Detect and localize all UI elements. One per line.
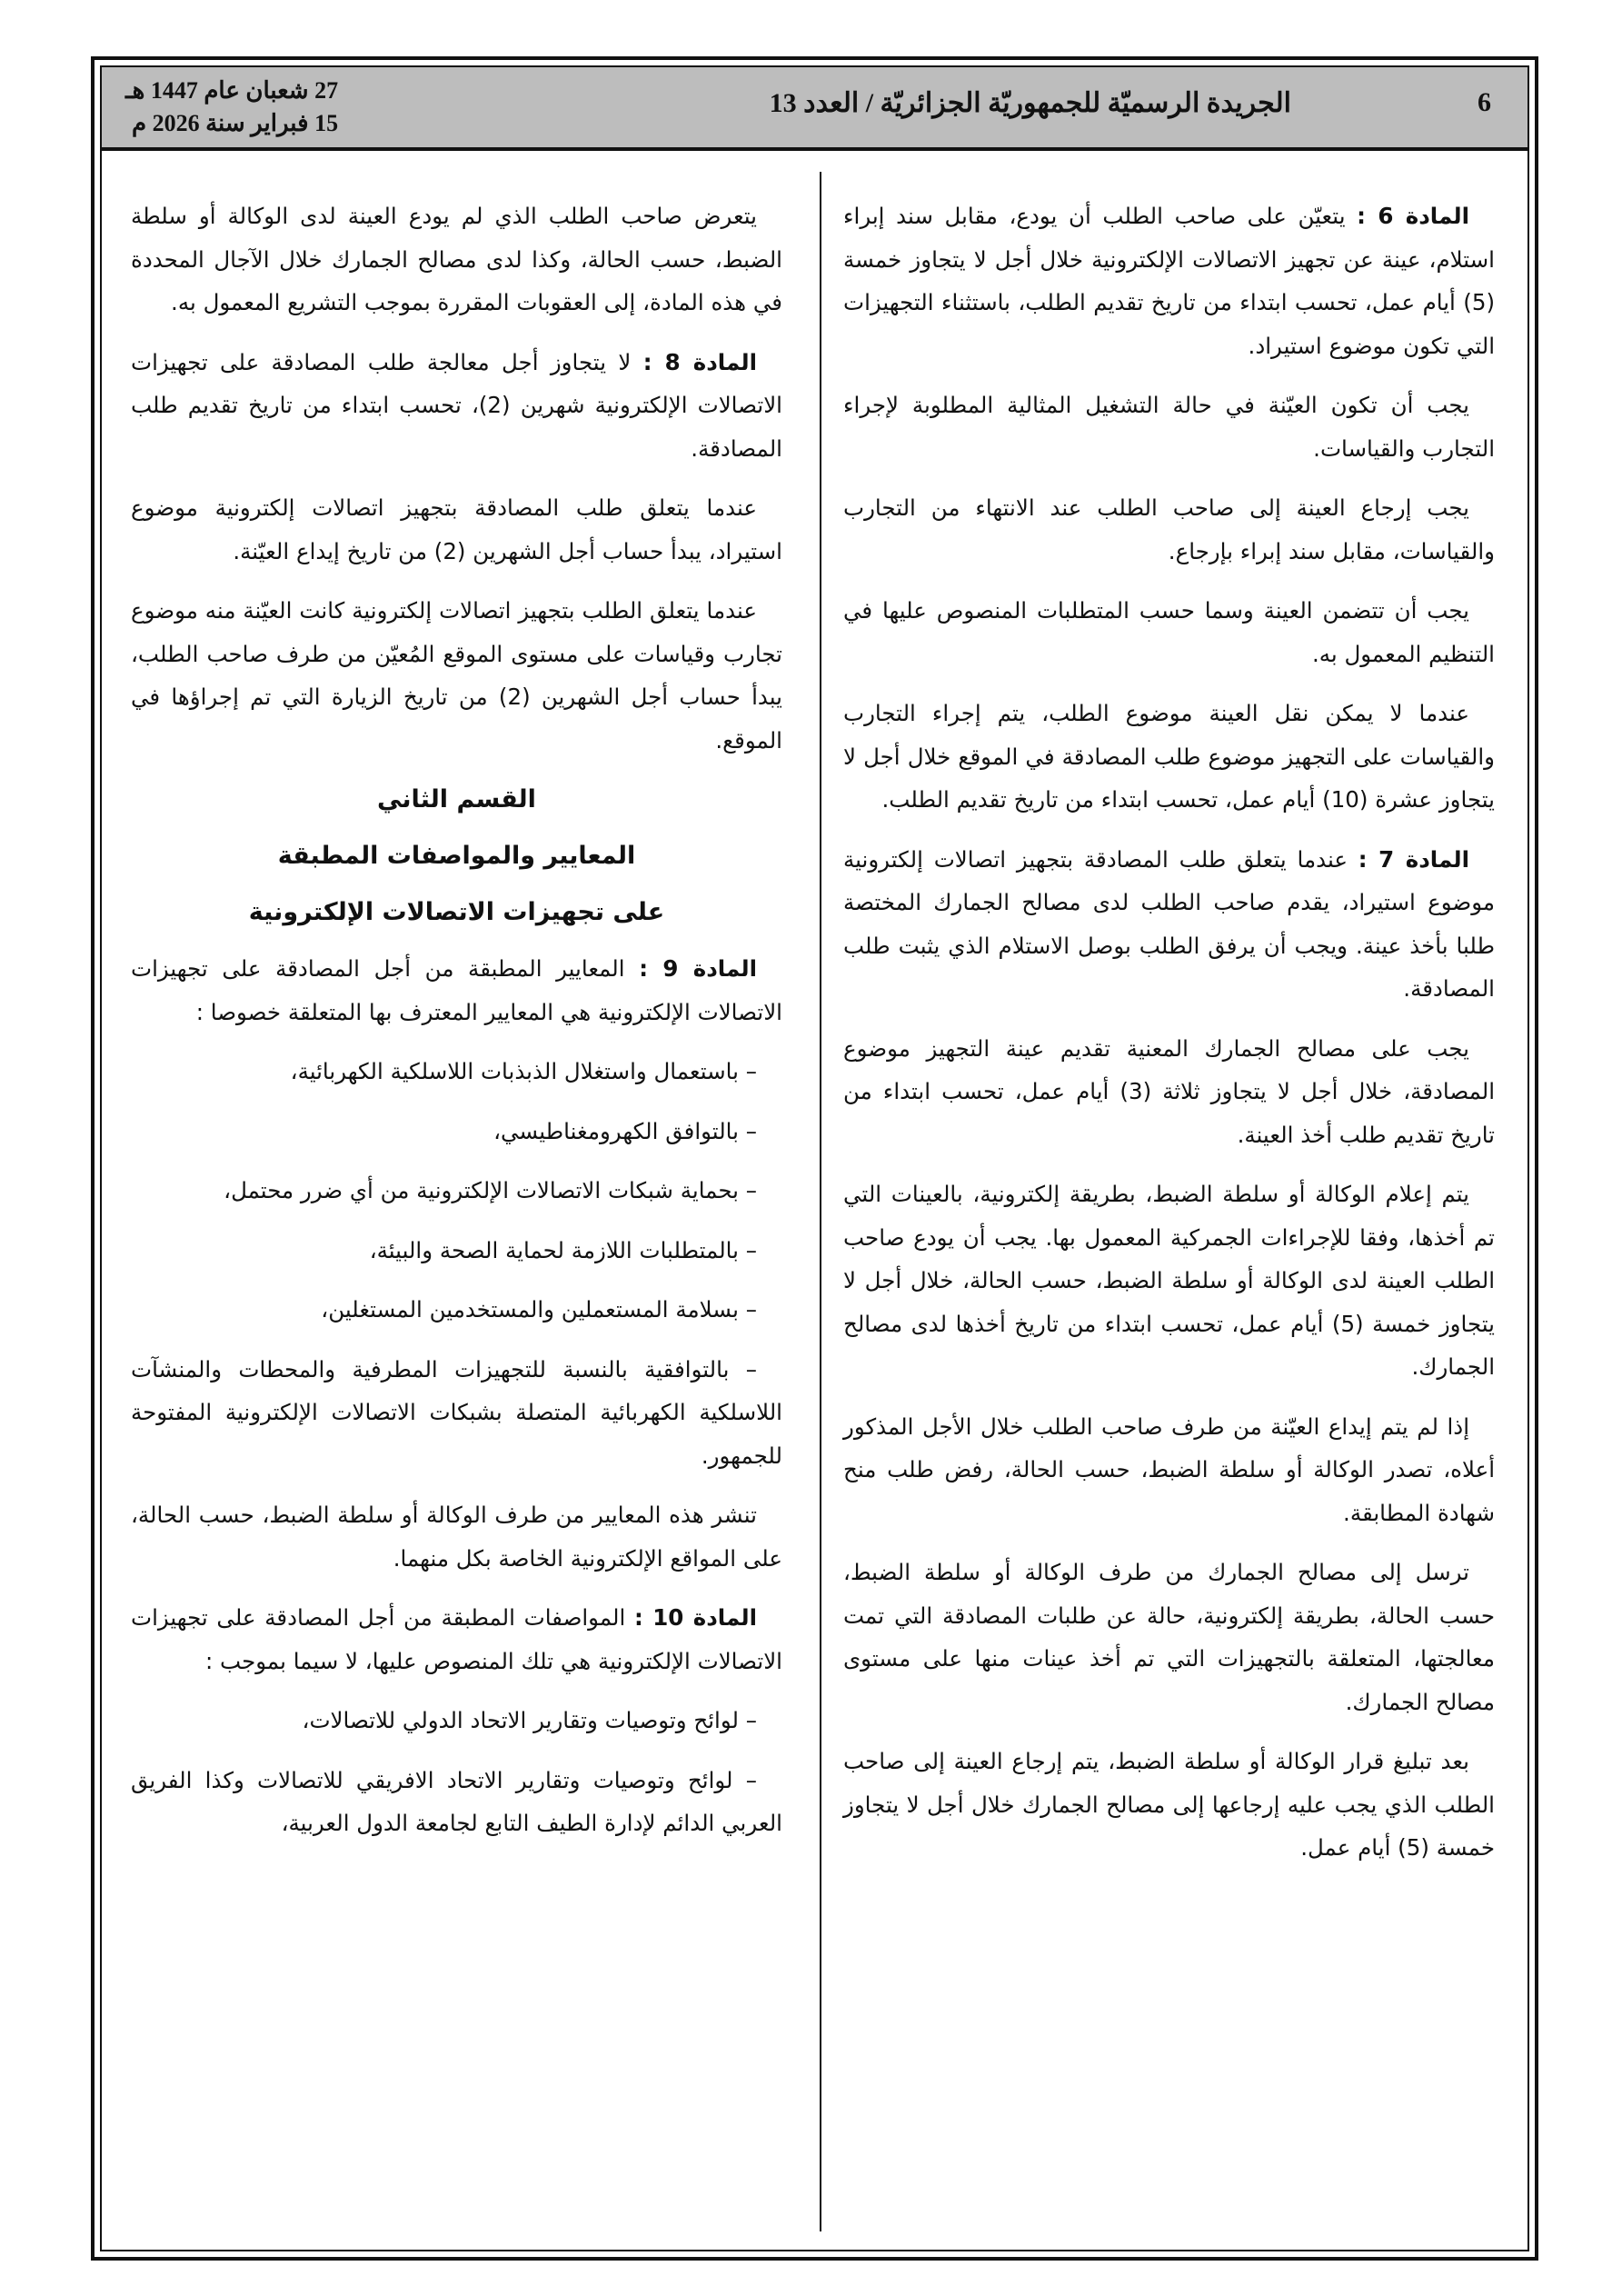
list-item: – بحماية شبكات الاتصالات الإلكترونية من أي ضرر محتمل، bbox=[224, 1177, 757, 1203]
page-number: 6 bbox=[1478, 87, 1491, 117]
paragraph-text: عندما يتعلق طلب المصادقة بتجهيز اتصالات إلكترونية موضوع استيراد، يبدأ حساب أجل الشهرين (2) من تاريخ إيداع العيّنة. bbox=[131, 494, 782, 564]
article-label: المادة 8 : bbox=[642, 348, 757, 375]
paragraph-text: ترسل إلى مصالح الجمارك من طرف الوكالة أو سلطة الضبط، حسب الحالة، بطريقة إلكترونية، حالة عن طلبات المصادقة التي تمت معالجتها، المتعلقة بالتجهيزات التي تم أخذ عينات منها على مستوى مصالح الجمارك. bbox=[843, 1559, 1495, 1715]
paragraph-text: تنشر هذه المعايير من طرف الوكالة أو سلطة الضبط، حسب الحالة، على المواقع الإلكترونية الخاصة بكل منهما. bbox=[131, 1502, 782, 1572]
paragraph bbox=[131, 589, 782, 762]
paragraph bbox=[843, 692, 1495, 822]
paragraph bbox=[843, 486, 1495, 573]
paragraph-text: عندما يتعلق الطلب بتجهيز اتصالات إلكترونية كانت العيّنة منه موضوع تجارب وقياسات على مستوى الموقع المُعيّن من طرف صاحب الطلب، يبدأ حساب أجل الشهرين (2) من تاريخ الزيارة التي تم إجراؤها في الموقع. bbox=[131, 597, 782, 754]
paragraph bbox=[843, 1740, 1495, 1870]
paragraph-text: يتعيّن على صاحب الطلب أن يودع، مقابل سند إبراء استلام، عينة عن تجهيز الاتصالات الإلكترونية خلال أجل لا يتجاوز خمسة (5) أيام عمل، تحسب ابتداء من تاريخ تقديم الطلب، باستثناء التجهيزات التي تكون موضوع استيراد. bbox=[843, 203, 1495, 359]
list-item: – باستعمال واستغلال الذبذبات اللاسلكية الكهربائية، bbox=[290, 1058, 757, 1084]
paragraph-text: المعايير المطبقة من أجل المصادقة على تجهيزات الاتصالات الإلكترونية هي المعايير المعترف بها المتعلقة خصوصا : bbox=[131, 955, 782, 1025]
paragraph-text: عندما يتعلق طلب المصادقة بتجهيز اتصالات إلكترونية موضوع استيراد، يقدم صاحب الطلب لدى مصالح الجمارك المختصة طلبا بأخذ عينة. ويجب أن يرفق الطلب بوصل الاستلام الذي يثبت طلب المصادقة. bbox=[843, 845, 1495, 1002]
list-item: – بالتوافق الكهرومغناطيسي، bbox=[493, 1117, 757, 1144]
issue-date bbox=[125, 75, 338, 140]
date-gregorian: 15 فبراير سنة 2026 م bbox=[131, 110, 339, 136]
paragraph-text: يجب أن تتضمن العينة وسما حسب المتطلبات المنصوص عليها في التنظيم المعمول به. bbox=[843, 597, 1495, 667]
left-column bbox=[131, 195, 782, 1862]
section-heading: القسم الثاني bbox=[377, 785, 536, 814]
paragraph bbox=[843, 1027, 1495, 1157]
paragraph bbox=[843, 1405, 1495, 1535]
paragraph-text: يجب أن تكون العيّنة في حالة التشغيل المثالية المطلوبة لإجراء التجارب والقياسات. bbox=[843, 392, 1495, 462]
paragraph bbox=[843, 195, 1495, 367]
list-item: – بالمتطلبات اللازمة لحماية الصحة والبيئة، bbox=[369, 1236, 757, 1263]
article-label: المادة 10 : bbox=[633, 1604, 758, 1631]
paragraph bbox=[843, 589, 1495, 675]
page-inner-frame bbox=[100, 65, 1529, 2251]
article-label: المادة 9 : bbox=[639, 955, 758, 982]
paragraph bbox=[843, 1551, 1495, 1723]
page-frame bbox=[91, 56, 1538, 2261]
list-item: – لوائح وتوصيات وتقارير الاتحاد الدولي للاتصالات، bbox=[302, 1707, 757, 1733]
journal-title: الجريدة الرسميّة للجمهوريّة الجزائريّة / العدد 13 bbox=[769, 88, 1291, 118]
paragraph-text: بعد تبليغ قرار الوكالة أو سلطة الضبط، يتم إرجاع العينة إلى صاحب الطلب الذي يجب عليه إرجاعها إلى مصالح الجمارك خلال أجل لا يتجاوز خمسة (5) أيام عمل. bbox=[843, 1748, 1495, 1861]
paragraph bbox=[131, 1493, 782, 1580]
article-label: المادة 6 : bbox=[1357, 203, 1469, 229]
paragraph bbox=[843, 1173, 1495, 1389]
paragraph bbox=[131, 947, 782, 1033]
paragraph-text: يتم إعلام الوكالة أو سلطة الضبط، بطريقة إلكترونية، بالعينات التي تم أخذها، وفقا للإجراءات الجمركية المعمول بها. يجب أن يودع صاحب الطلب العينة لدى الوكالة أو سلطة الضبط، حسب الحالة، خلال أجل لا يتجاوز خمسة (5) أيام عمل، تحسب ابتداء من تاريخ أخذها لدى مصالح الجمارك. bbox=[843, 1181, 1495, 1380]
paragraph bbox=[131, 195, 782, 324]
list-item: – بسلامة المستعملين والمستخدمين المستغلين، bbox=[321, 1296, 757, 1323]
paragraph bbox=[843, 384, 1495, 470]
paragraph-text: إذا لم يتم إيداع العيّنة من طرف صاحب الطلب خلال الأجل المذكور أعلاه، تصدر الوكالة أو سلطة الضبط، حسب الحالة، رفض طلب منح شهادة المطابقة. bbox=[843, 1413, 1495, 1526]
list-item: – لوائح وتوصيات وتقارير الاتحاد الافريقي للاتصالات وكذا الفريق العربي الدائم لإدارة الطيف التابع لجامعة الدول العربية، bbox=[131, 1766, 782, 1836]
paragraph-text: يتعرض صاحب الطلب الذي لم يودع العينة لدى الوكالة أو سلطة الضبط، حسب الحالة، وكذا لدى مصالح الجمارك خلال الآجال المحددة في هذه المادة، إلى العقوبات المقررة بموجب التشريع المعمول به. bbox=[131, 203, 782, 315]
journal-header bbox=[102, 67, 1527, 151]
paragraph bbox=[131, 341, 782, 471]
paragraph bbox=[843, 838, 1495, 1011]
paragraph-text: يجب إرجاع العينة إلى صاحب الطلب عند الانتهاء من التجارب والقياسات، مقابل سند إبراء بإرجاع. bbox=[843, 494, 1495, 564]
paragraph bbox=[131, 486, 782, 573]
paragraph bbox=[131, 1596, 782, 1682]
paragraph-text: المواصفات المطبقة من أجل المصادقة على تجهيزات الاتصالات الإلكترونية هي تلك المنصوص عليها، لا سيما بموجب : bbox=[131, 1604, 782, 1674]
column-divider bbox=[820, 172, 821, 2231]
paragraph-text: لا يتجاوز أجل معالجة طلب المصادقة على تجهيزات الاتصالات الإلكترونية شهرين (2)، تحسب ابتداء من تاريخ تقديم طلب المصادقة. bbox=[131, 348, 782, 462]
paragraph-text: عندما لا يمكن نقل العينة موضوع الطلب، يتم إجراء التجارب والقياسات على التجهيز موضوع طلب المصادقة في الموقع خلال أجل لا يتجاوز عشرة (10) أيام عمل، تحسب ابتداء من تاريخ تقديم الطلب. bbox=[843, 700, 1495, 813]
right-column bbox=[843, 195, 1495, 1886]
section-heading: المعايير والمواصفات المطبقة bbox=[277, 842, 636, 870]
paragraph-text: يجب على مصالح الجمارك المعنية تقديم عينة التجهيز موضوع المصادقة، خلال أجل لا يتجاوز ثلاثة (3) أيام عمل، تحسب ابتداء من تاريخ تقديم طلب أخذ العينة. bbox=[843, 1034, 1496, 1148]
list-item: – بالتوافقية بالنسبة للتجهيزات المطرفية والمحطات والمنشآت اللاسلكية الكهربائية المتصلة بشبكات الاتصالات الإلكترونية المفتوحة للجمهور. bbox=[131, 1355, 782, 1469]
section-heading: على تجهيزات الاتصالات الإلكترونية bbox=[248, 898, 665, 926]
date-hijri: 27 شعبان عام 1447 هـ bbox=[125, 77, 339, 104]
article-label: المادة 7 : bbox=[1358, 845, 1469, 873]
